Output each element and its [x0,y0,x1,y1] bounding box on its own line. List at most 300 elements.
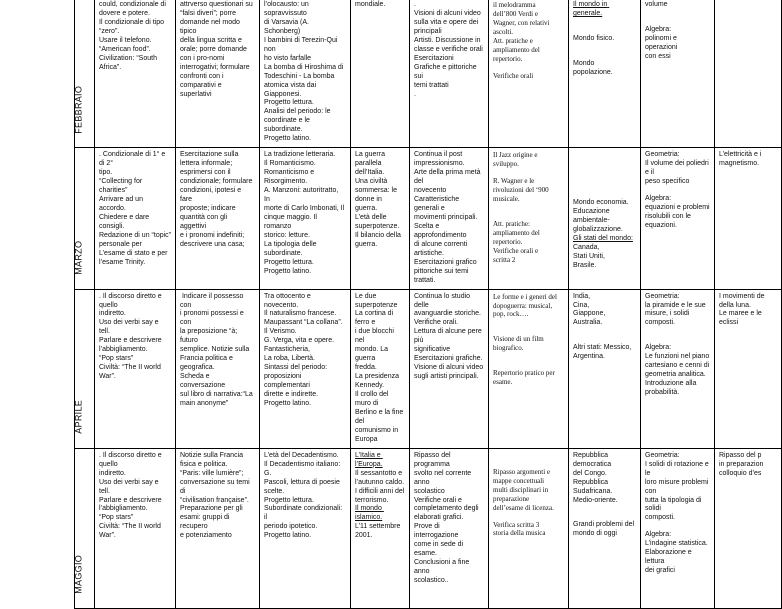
cell-line: Introduzione alla [645,380,697,388]
cell-line: sul libro di narrativa:“La [180,391,253,399]
cell-line: Il naturalismo francese. [264,310,337,318]
cell-line: Le forme e i generi del [493,292,557,301]
cell-line: tutta la tipologia di solidi [645,496,704,513]
cell-line: I movimenti de [719,292,765,300]
cell-line [493,460,564,468]
cell-line: L’Italia e l’Europa. [355,451,383,468]
cell-line: Ripasso del programma [414,451,453,468]
cell-line: equazioni e problemi [645,204,710,212]
cell-line: Scheda e conversazione [180,373,226,390]
cell-line: lettera informale; [180,160,233,168]
cell-line: Repertorio pratico per [493,369,555,378]
cell-line: Sintassi del periodo: [264,364,328,372]
cell-line: Il mondo in generale. [573,1,610,17]
cell-line: dell’esame di licenza. [493,503,554,512]
cell-line: Verifiche orali. [414,319,458,327]
cell-line: dell’Italia. [355,169,385,177]
cell-line: l’abbigliamento. [99,505,148,513]
cell-line: Todeschini - La bomba [264,72,335,80]
cell-line: Algebra: [645,25,672,33]
cell-line: eclissi [719,319,739,327]
cell-line: pittoriche sui temi trattati. [414,267,471,284]
cell-line: Il Decadentismo italiano: G. [264,460,343,477]
cell-line: tipo. [99,169,113,177]
cell-english [95,148,176,289]
cell-line: Elaborazione e lettura [645,549,694,566]
cell-music [489,148,569,289]
cell-line: Esercitazioni [414,54,454,62]
cell-line: Pascoli, lettura di poesie [264,478,340,486]
cell-line: donne in guerra. [355,196,384,212]
cell-line [573,336,636,344]
cell-line: proposte; indicare [180,204,236,212]
cell-line: Repubblica Sudafricana. [573,478,613,495]
cell-line: confronti con i [180,72,224,80]
cell-line [645,10,710,18]
cell-line [573,151,636,159]
cell-line: storico: letture. [264,231,310,239]
cell-line: i pronomi possessi e con [180,310,246,327]
cell-line: Progetto latino. [264,267,312,275]
cell-line [645,18,710,26]
cell-line: Progetto lettura. [264,99,314,107]
cell-line: Att. pratiche: [493,220,530,229]
cell-line: Continua lo studio delle [414,292,472,309]
cell-line: superpotenze. [355,222,400,230]
cell-line: completamento degli [414,505,479,513]
cell-art [410,0,489,148]
cell-line: Civilization: “South Africa”. [99,54,159,71]
month-row-febbraio [75,0,782,148]
cell-line: mondiale. [355,1,386,8]
cell-line: l’abbigliamento. [99,346,148,354]
cell-line: sommersa: le [355,187,398,195]
cell-line: biografico. [493,344,524,353]
cell-line: Att. pratiche e [493,36,533,45]
cell-line: scolastico.. [414,577,449,585]
cell-line: Il mondo islamico. [355,505,384,522]
cell-music [489,448,569,608]
cell-french [176,0,260,148]
cell-line: Algebra: [645,531,672,539]
cell-line: Caratteristiche generali e [414,196,462,212]
cell-line: Maupassant “La collana”. [264,319,343,327]
cell-line: avanguardie storiche. [414,310,481,318]
cell-line: Grandi problemi del [573,521,635,529]
cell-math [641,448,715,608]
cell-math [641,148,715,289]
cell-line [493,353,564,361]
cell-line: Redazione di un “topic” [99,231,171,239]
cell-line: movimenti principali. [414,213,478,221]
cell-line: “Paris: ville lumière”; [180,469,244,477]
cell-line: A. Manzoni: autoritratto, In [264,187,341,204]
cell-line: Le funzioni nel piano [645,353,710,361]
cell-line: preparazione [493,494,530,503]
cell-line: cartesiano e cenni di [645,362,710,370]
cell-line: quantità con gli aggettivi [180,213,230,230]
cell-line: “Pop stars” [99,355,134,363]
cell-line: Il condizionale di tipo [99,18,164,26]
cell-line [493,452,564,460]
cell-line: terrorismo. [355,496,389,504]
cell-line: ampliamento del [493,45,540,54]
cell-line: della luna. [719,301,751,309]
cell-english [95,0,176,148]
cell-line: polinomi e operazioni [645,34,679,51]
cell-line: Grafiche e pittoriche sui [414,63,479,80]
cell-line: cinque maggio. Il romanzo [264,213,319,230]
cell-line: conversazione su temi di [180,478,252,495]
cell-history [351,448,410,608]
cell-line: come in sede di esame. [414,541,465,558]
cell-line: Scelta e approfondimento [414,222,467,239]
cell-line: musicale. [493,195,520,204]
month-label: MARZO [72,240,83,275]
cell-line: guerra. [355,240,378,248]
cell-line: orale; porre domande [180,45,247,53]
cell-line: artistiche. [414,249,444,257]
cell-line: Gli stati del mondo: [573,235,633,243]
cell-art [410,289,489,448]
cell-line: la preposizione “à; futuro [180,328,240,345]
cell-line: scelte. [264,487,285,495]
cell-line: significative [414,346,451,354]
cell-line: misure, i solidi composti. [645,310,692,327]
cell-line: La roba, Libertà. [264,355,315,363]
cell-line: condizionale; formulare [180,178,253,186]
month-label: FEBBRAIO [72,85,83,134]
page-margin [0,0,74,543]
cell-line: mondo. La guerra [355,346,391,363]
cell-line: Altri stati: Messico, [573,344,632,352]
month-row-maggio [75,448,782,608]
cell-english [95,289,176,448]
cell-line: Argentina. [573,353,605,361]
cell-line: Il volume dei poliedri e il [645,160,711,177]
cell-line: magnetismo. [719,160,760,168]
cell-italian [260,0,351,148]
cell-line [573,52,636,60]
cell-line: indiretto. [99,310,126,318]
cell-line [493,327,564,335]
cell-line: La presidenza [355,373,399,381]
cell-line: “Pop stars” [99,514,134,522]
cell-line: . [414,1,416,8]
cell-line: scolastico [414,487,445,495]
cell-line: equazioni. [645,221,677,229]
cell-line: sviluppo. [493,160,519,169]
cell-line: Esercitazione sulla [180,151,239,159]
cell-music [489,289,569,448]
cell-line: Notizie sulla Francia [180,451,244,459]
cell-geography [569,289,641,448]
cell-line: la piramide e le sue [645,301,706,309]
cell-line: Algebra: [645,195,672,203]
cell-line [493,169,564,177]
cell-line: probabilità. [645,389,680,397]
cell-line: Analisi del periodo: le [264,108,331,116]
cell-line: Lettura di alcune pere più [414,328,484,345]
cell-line [573,44,636,52]
cell-line: elaborati grafici. [414,514,464,522]
cell-line: Progetto latino. [264,135,312,143]
cell-line: repertorio. [493,237,523,246]
cell-line: e potenziamento [180,532,232,540]
cell-line: e i pronomi indefiniti; [180,231,245,239]
cell-line: Medio-oriente. [573,496,618,504]
cell-geography [569,0,641,148]
cell-line [493,64,564,72]
cell-line: Ripasso del p [719,451,762,459]
cell-line: Mondo economia. [573,199,629,207]
cell-french [176,448,260,608]
cell-line: Esercitazioni grafico [414,258,477,266]
cell-geography [569,448,641,608]
cell-line: colloquio d’es [719,469,762,477]
cell-line: Educazione ambientale- [573,208,612,225]
cell-line: Fantasticheria, [264,346,310,354]
cell-line [645,328,710,336]
cell-line: di Varsavia (A. Schonberg) [264,18,311,35]
cell-line: Berlino e la fine del [355,408,406,425]
cell-line: La tipologia delle subordinate. [264,240,319,257]
cell-line: 2001. [355,532,373,540]
cell-line: morte di Carlo Imbonati, Il [264,204,345,212]
cell-line: Uso dei verbi say e tell. [99,319,161,336]
month-cell [72,448,95,608]
cell-line [573,159,636,167]
cell-science [715,0,782,148]
cell-line: sulla vita e opere dei [414,18,479,26]
cell-line: globalizzazione. [573,226,623,234]
cell-line: fredda. [355,364,377,372]
cell-line: interrogativi; formulare [180,63,250,71]
cell-line: novecento [414,187,447,195]
cell-line: Mondo popolazione. [573,59,613,76]
cell-line [493,204,564,212]
cell-line: L’elettricità e i [719,151,762,159]
cell-line: Il sessantotto e [355,469,403,477]
cell-line: geografica. [180,364,215,372]
cell-line [573,183,636,191]
cell-art [410,148,489,289]
cell-line: superpotenze [355,301,398,309]
cell-line: coordinate e le subordinate. [264,117,312,134]
cell-line: dell’800 Verdi e [493,9,538,18]
cell-line: comunismo in [355,426,399,434]
cell-line: della lingua scritta e [180,36,242,44]
cell-line: Continua il post [414,151,463,159]
cell-line: Il Verismo. [264,328,297,336]
cell-line: Kennedy. [355,382,385,390]
cell-line: l’autunno caldo. [355,478,405,486]
cell-line: Chiedere e dare consigli. [99,213,152,230]
month-cell [72,0,95,148]
cell-line: Progetto latino. [264,399,312,407]
cell-line: main anonyme” [180,399,229,407]
cell-line: Progetto lettura. [264,496,314,504]
cell-math [641,0,715,148]
cell-line: dirette e indirette. [264,391,319,399]
cell-line: India, [573,292,591,300]
cell-geography [569,148,641,289]
cell-line: L’età delle [355,213,387,221]
cell-line: sugli artisti principali. [414,373,479,381]
cell-art [410,448,489,608]
cell-line: pop, rock…. [493,310,529,319]
cell-line: Il Jazz origine e [493,151,538,160]
cell-line: could, condizionale di [99,1,166,8]
cell-line: Il bilancio della [355,231,401,239]
cell-line: Europa [355,435,378,443]
cell-line: Le maree e le [719,310,762,318]
cell-line: Prove di interrogazione [414,523,459,540]
cell-line: dopoguerra: musical, [493,301,553,310]
cell-line: classe e verifiche orali [414,45,483,53]
cell-line: Parlare e descrivere [99,496,162,504]
cell-line: dovere e potere. [99,9,150,17]
cell-line: composti. [645,514,675,522]
cell-line: Verifiche orali [493,71,534,80]
cell-history [351,0,410,148]
cell-line [493,319,564,327]
cell-line [645,336,710,344]
cell-line: L’esame di stato e per [99,249,168,257]
cell-line: L’indagine statistica. [645,540,708,548]
cell-line: Ripasso argomenti e [493,467,551,476]
cell-line: “civilisation française”. [180,496,249,504]
cell-line: scritta 2 [493,255,516,264]
cell-line: Romanticismo e Risorgimento. [264,169,317,186]
cell-line: proposizioni complementari [264,373,310,390]
cell-line: Brasile. [573,261,597,269]
month-label: APRILE [72,400,83,434]
cell-line: dei grafici [645,567,675,575]
cell-line: . Condizionale di 1° e di 2° [99,151,168,168]
cell-line: Wagner, con relativi [493,18,550,27]
cell-line: L’età del Decadentismo. [264,451,339,459]
cell-line [573,175,636,183]
cell-line: Canada, [573,244,600,252]
cell-line [573,191,636,199]
cell-line: superlativi [180,90,212,98]
cell-line: Esercitazioni grafiche. [414,355,483,363]
cell-english [95,448,176,608]
cell-line [573,513,636,521]
cell-line: ampliamento del [493,228,540,237]
cell-line [573,328,636,336]
cell-line: esprimersi con il [180,169,231,177]
cell-line: La cortina di ferro e [355,310,396,327]
month-row-aprile [75,289,782,448]
cell-line [493,212,564,220]
cell-line [493,513,564,521]
cell-line: storia della musica [493,529,546,538]
cell-line: “falsi diveri”; porre [180,9,237,17]
cell-line: Verifiche orali e [493,246,539,255]
cell-line: Verifica scritta 3 [493,520,540,529]
cell-line: . Il discorso diretto e quello [99,292,164,309]
cell-line: con i pro-nomi [180,54,225,62]
cell-line: comparativi e [180,81,222,89]
cell-line: Verifiche orali e [414,496,462,504]
cell-line: condizioni, ipotesi e fare [180,187,244,204]
cell-history [351,148,410,289]
cell-line: mappe concettuali [493,476,545,485]
cell-line: Una civiltà [355,178,388,186]
cell-line: Parlare e descrivere [99,337,162,345]
cell-line: atomica vista dai Giapponesi. [264,81,319,98]
cell-line: attrverso questionari su [180,1,253,8]
cell-line: Geometria: [645,292,680,300]
cell-line [573,505,636,513]
cell-line: principali [414,27,442,35]
cell-line: l’olocausto: un sopravvissuto [264,1,311,17]
cell-line: La tradizione letteraria. [264,151,336,159]
cell-line: il melodramma [493,1,536,9]
cell-line: Civiltà: “The II world War”. [99,364,163,381]
cell-line: Visioni di alcuni video [414,9,481,17]
cell-line: Arte della prima metà del [414,169,483,186]
cell-line: Tra ottocento e novecento. [264,292,313,309]
cell-line: mondo di oggi [573,530,617,538]
cell-line: Indicare il possesso con [180,292,246,309]
cell-line: geometria analitica. [645,371,706,379]
cell-line: Civiltà: “The II world War”. [99,523,163,540]
cell-line: “zero”. [99,27,120,35]
month-cell [72,289,95,448]
cell-line: Geometria: [645,451,680,459]
cell-line: impressionismo. [414,160,465,168]
cell-line: personale per [99,240,142,248]
cell-line [645,523,710,531]
cell-line: Il crollo del muro di [355,391,391,407]
cell-line: Arrivare ad un accordo. [99,196,145,212]
cell-science [715,448,782,608]
cell-line [573,19,636,27]
cell-line [573,27,636,35]
cell-french [176,148,260,289]
cell-line: Geometria: [645,151,680,159]
cell-line: Algebra: [645,344,672,352]
cell-italian [260,289,351,448]
cell-line: R. Wagner e le [493,177,535,186]
cell-line: fisica e politica. [180,460,228,468]
cell-line: Conclusioni a fine anno [414,559,472,576]
cell-line: temi trattati [414,81,449,89]
cell-line: esame. [493,378,513,387]
cell-line: l’esame Trinity. [99,258,146,266]
cell-italian [260,148,351,289]
cell-line: indiretto. [99,469,126,477]
cell-line: svolto nel corrente anno [414,469,474,486]
cell-line: descrivere una casa; [180,240,245,248]
cell-line: Stati Uniti, [573,252,605,260]
cell-italian [260,448,351,608]
cell-line: La bomba di Hiroshima di [264,63,344,71]
cell-line: loro misure problemi con [645,478,711,495]
cell-line [573,167,636,175]
cell-line: Mondo fisico. [573,34,615,42]
cell-line: I solidi di rotazione e le [645,460,711,477]
cell-line: Usare il telefono. [99,36,152,44]
cell-line: del Congo. [573,469,607,477]
cell-line: di alcune correnti [414,240,468,248]
cell-line: “Collecting for charities” [99,178,145,195]
cell-music [489,0,569,148]
cell-line: risolubili con le [645,212,691,220]
